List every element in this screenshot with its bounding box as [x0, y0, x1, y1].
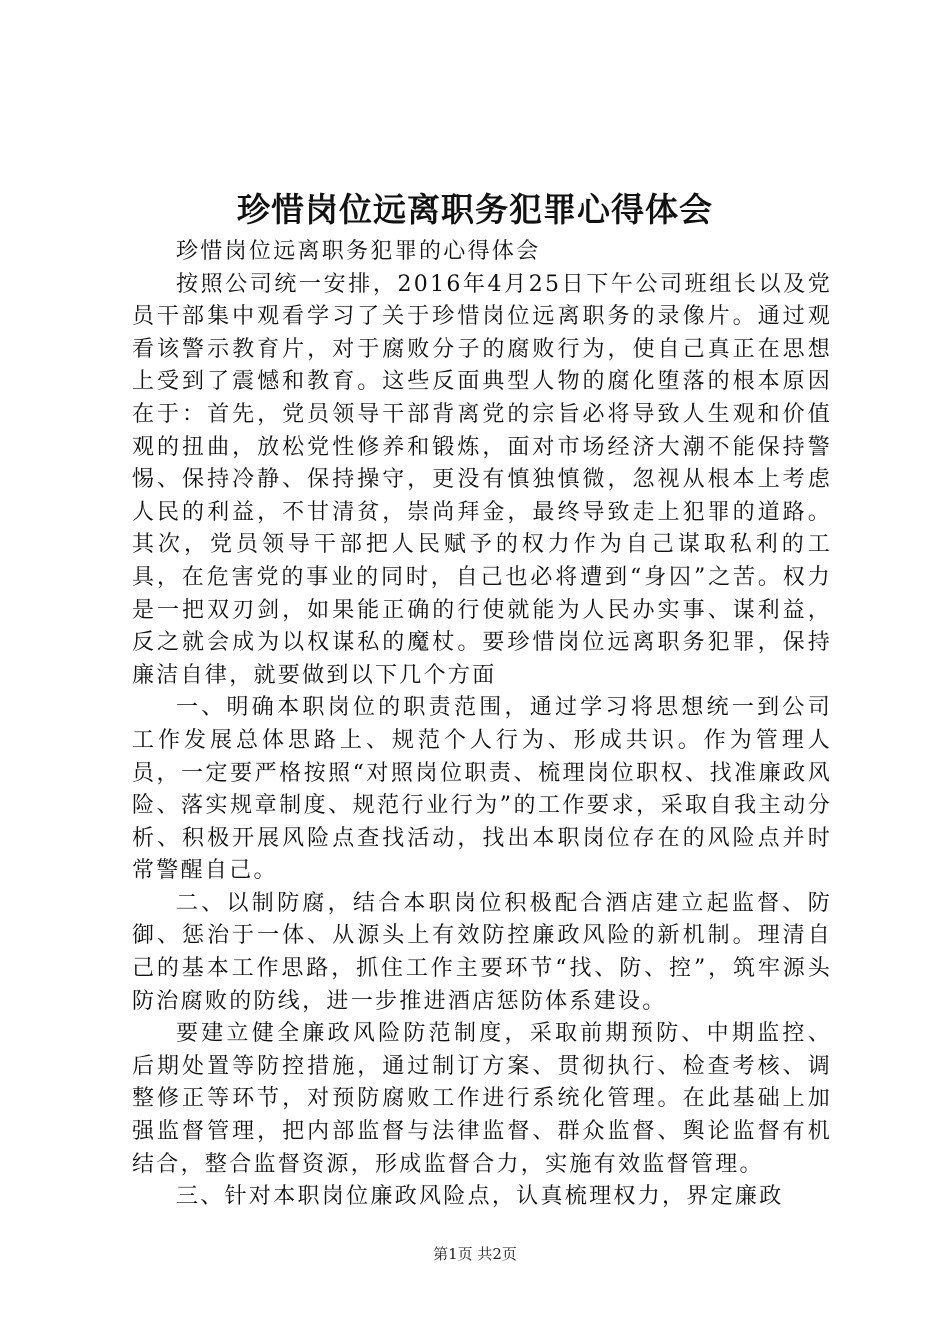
- page-footer: 第1页 共2页: [433, 1245, 517, 1263]
- body-paragraph: 一、明确本职岗位的职责范围，通过学习将思想统一到公司工作发展总体思路上、规范个人行为、形成共识。作为管理人员，一定要严格按照“对照岗位职责、梳理岗位职权、找准廉政风险、落实规章制度、规范行业行为”的工作要求，采取自我主动分析、积极开展风险点查找活动，找出本职岗位存在的风险点并时常警醒自己。: [132, 695, 832, 884]
- document-body: [132, 236, 832, 1214]
- body-paragraph: 二、以制防腐，结合本职岗位积极配合酒店建立起监督、防御、惩治于一体、从源头上有效防控廉政风险的新机制。理清自己的基本工作思路，抓住工作主要环节“找、防、控”，筑牢源头防治腐败的防线，进一步推进酒店惩防体系建设。: [132, 890, 832, 1014]
- subtitle-paragraph: 珍惜岗位远离职务犯罪的心得体会: [176, 239, 541, 264]
- document-title: 珍惜岗位远离职务犯罪心得体会: [237, 190, 713, 229]
- body-paragraph: 要建立健全廉政风险防范制度，采取前期预防、中期监控、后期处置等防控措施，通过制订方案、贯彻执行、检查考核、调整修正等环节，对预防腐败工作进行系统化管理。在此基础上加强监督管理，把内部监督与法律监督、群众监督、舆论监督有机结合，整合监督资源，形成监督合力，实施有效监督管理。: [132, 1021, 832, 1177]
- body-paragraph: 三、针对本职岗位廉政风险点，认真梳理权力，界定廉政: [176, 1184, 784, 1210]
- body-paragraph: 按照公司统一安排，2016年4月25日下午公司班组长以及党员干部集中观看学习了关于珍惜岗位远离职务的录像片。通过观看该警示教育片，对于腐败分子的腐败行为，使自己真正在思想上受到了震憾和教育。这些反面典型人物的腐化堕落的根本原因在于：首先，党员领导干部背离党的宗旨必将导致人生观和价值观的扭曲，放松党性修养和锻炼，面对市场经济大潮不能保持警惕、保持冷静、保持操守，更没有慎独慎微，忽视从根本上考虑人民的利益，不甘清贫，崇尚拜金，最终导致走上犯罪的道路。其次，党员领导干部把人民赋予的权力作为自己谋取私利的工具，在危害党的事业的同时，自己也必将遭到“身囚”之苦。权力是一把双刃剑，如果能正确的行使就能为人民办实事、谋利益，反之就会成为以权谋私的魔杖。要珍惜岗位远离职务犯罪，保持廉洁自律，就要做到以下几个方面: [132, 271, 832, 688]
